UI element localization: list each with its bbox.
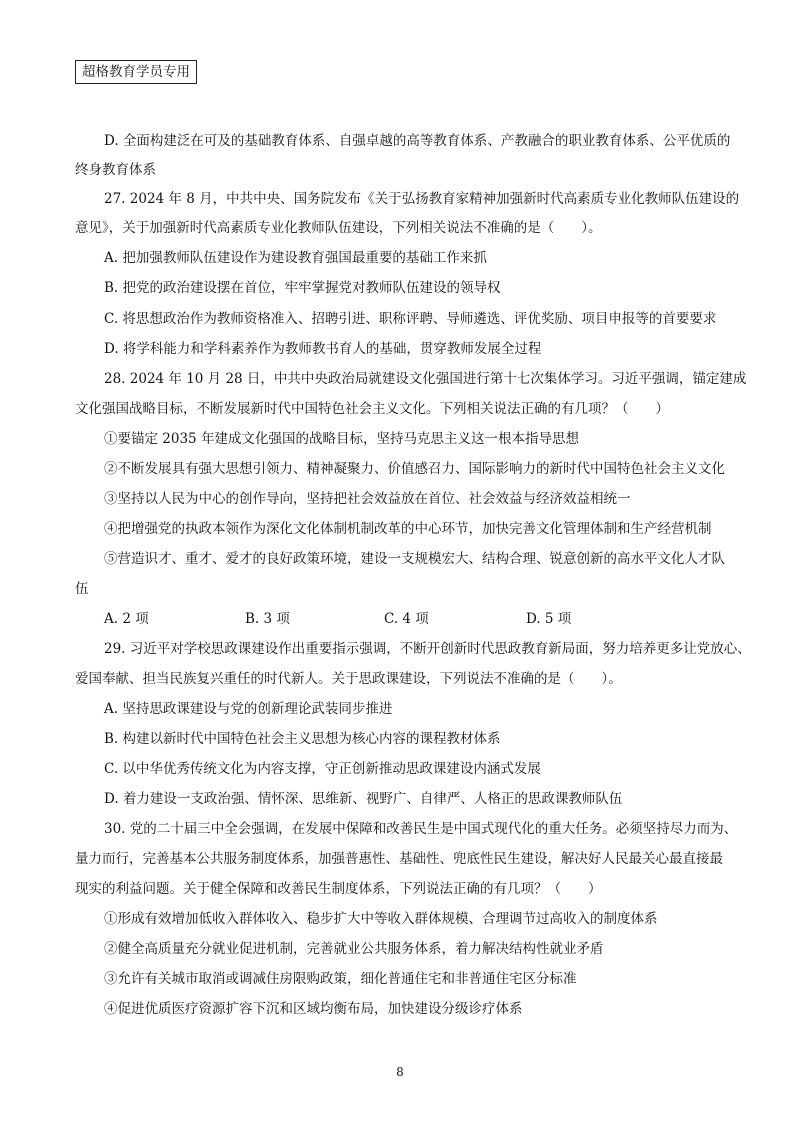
q30-statement-3: ③允许有关城市取消或调减住房限购政策，细化普通住宅和非普通住宅区分标准 — [104, 971, 577, 987]
q29-option-b: B. 构建以新时代中国特色社会主义思想为核心内容的课程教材体系 — [104, 731, 501, 747]
q28-statement-5-line1: ⑤营造识才、重才、爱才的良好政策环境，建设一支规模宏大、结构合理、锐意创新的高水平文化人才队 — [104, 551, 725, 567]
q30-statement-2: ②健全高质量充分就业促进机制，完善就业公共服务体系，着力解决结构性就业矛盾 — [104, 941, 604, 957]
q28-stem-line1: 28. 2024 年 10 月 28 日，中共中央政治局就建设文化强国进行第十七次集体学习。习近平强调，锚定建成 — [104, 371, 747, 387]
q28-statement-4: ④把增强党的执政本领作为深化文化体制机制改革的中心环节，加快完善文化管理体制和生产经营机制 — [104, 521, 712, 537]
q28-statement-2: ②不断发展具有强大思想引领力、精神凝聚力、价值感召力、国际影响力的新时代中国特色社会主义文化 — [104, 461, 725, 477]
q30-statement-4: ④促进优质医疗资源扩容下沉和区域均衡布局，加快建设分级诊疗体系 — [104, 1001, 523, 1017]
q27-stem-line2: 意见》，关于加强新时代高素质专业化教师队伍建设，下列相关说法不准确的是（ ）。 — [75, 220, 602, 236]
q27-option-b: B. 把党的政治建设摆在首位，牢牢掌握党对教师队伍建设的领导权 — [104, 280, 501, 296]
q26-option-d-line2: 终身教育体系 — [75, 162, 156, 178]
q28-option-c: C. 4 项 — [384, 611, 429, 627]
q28-statement-3: ③坚持以人民为中心的创作导向，坚持把社会效益放在首位、社会效益与经济效益相统一 — [104, 491, 631, 507]
q30-stem-line3: 现实的利益问题。关于健全保障和改善民生制度体系，下列说法正确的有几项？（ ） — [75, 881, 602, 897]
q30-statement-1: ①形成有效增加低收入群体收入、稳步扩大中等收入群体规模、合理调节过高收入的制度体系 — [104, 911, 658, 927]
q27-option-a: A. 把加强教师队伍建设作为建设教育强国最重要的基础工作来抓 — [104, 250, 487, 266]
q27-option-d: D. 将学科能力和学科素养作为教师教书育人的基础，贯穿教师发展全过程 — [104, 341, 542, 357]
q30-stem-line2: 量力而行，完善基本公共服务制度体系，加强普惠性、基础性、兜底性民生建设，解决好人民最关心最直接最 — [75, 851, 723, 867]
q28-options — [104, 609, 664, 629]
header-badge: 超格教育学员专用 — [75, 60, 197, 84]
q28-option-d: D. 5 项 — [526, 611, 572, 627]
page-number: 8 — [396, 1065, 404, 1079]
q28-option-a: A. 2 项 — [104, 611, 149, 627]
q27-option-c: C. 将思想政治作为教师资格准入、招聘引进、职称评聘、导师遴选、评优奖励、项目申报等的首要要求 — [104, 311, 717, 327]
q29-option-d: D. 着力建设一支政治强、情怀深、思维新、视野广、自律严、人格正的思政课教师队伍 — [104, 791, 623, 807]
q28-statement-1: ①要锚定 2035 年建成文化强国的战略目标，坚持马克思主义这一根本指导思想 — [104, 431, 579, 447]
q29-option-a: A. 坚持思政课建设与党的创新理论武装同步推进 — [104, 701, 393, 717]
q26-option-d-line1: D. 全面构建泛在可及的基础教育体系、自强卓越的高等教育体系、产教融合的职业教育体系、公平优质的 — [104, 133, 731, 149]
q28-option-b: B. 3 项 — [245, 611, 290, 627]
q30-stem-line1: 30. 党的二十届三中全会强调，在发展中保障和改善民生是中国式现代化的重大任务。必须坚持尽力而为、 — [104, 821, 738, 837]
q28-statement-5-line2: 伍 — [75, 581, 89, 597]
q29-option-c: C. 以中华优秀传统文化为内容支撑，守正创新推动思政课建设内涵式发展 — [104, 761, 541, 777]
q28-stem-line2: 文化强国战略目标，不断发展新时代中国特色社会主义文化。下列相关说法正确的有几项？（ ） — [75, 401, 669, 417]
q29-stem-line2: 爱国奉献、担当民族复兴重任的时代新人。关于思政课建设，下列说法不准确的是（ ）。 — [75, 671, 622, 687]
q29-stem-line1: 29. 习近平对学校思政课建设作出重要指示强调，不断开创新时代思政教育新局面，努力培养更多让党放心、 — [104, 641, 751, 657]
q27-stem-line1: 27. 2024 年 8 月，中共中央、国务院发布《关于弘扬教育家精神加强新时代高素质专业化教师队伍建设的 — [104, 191, 740, 207]
